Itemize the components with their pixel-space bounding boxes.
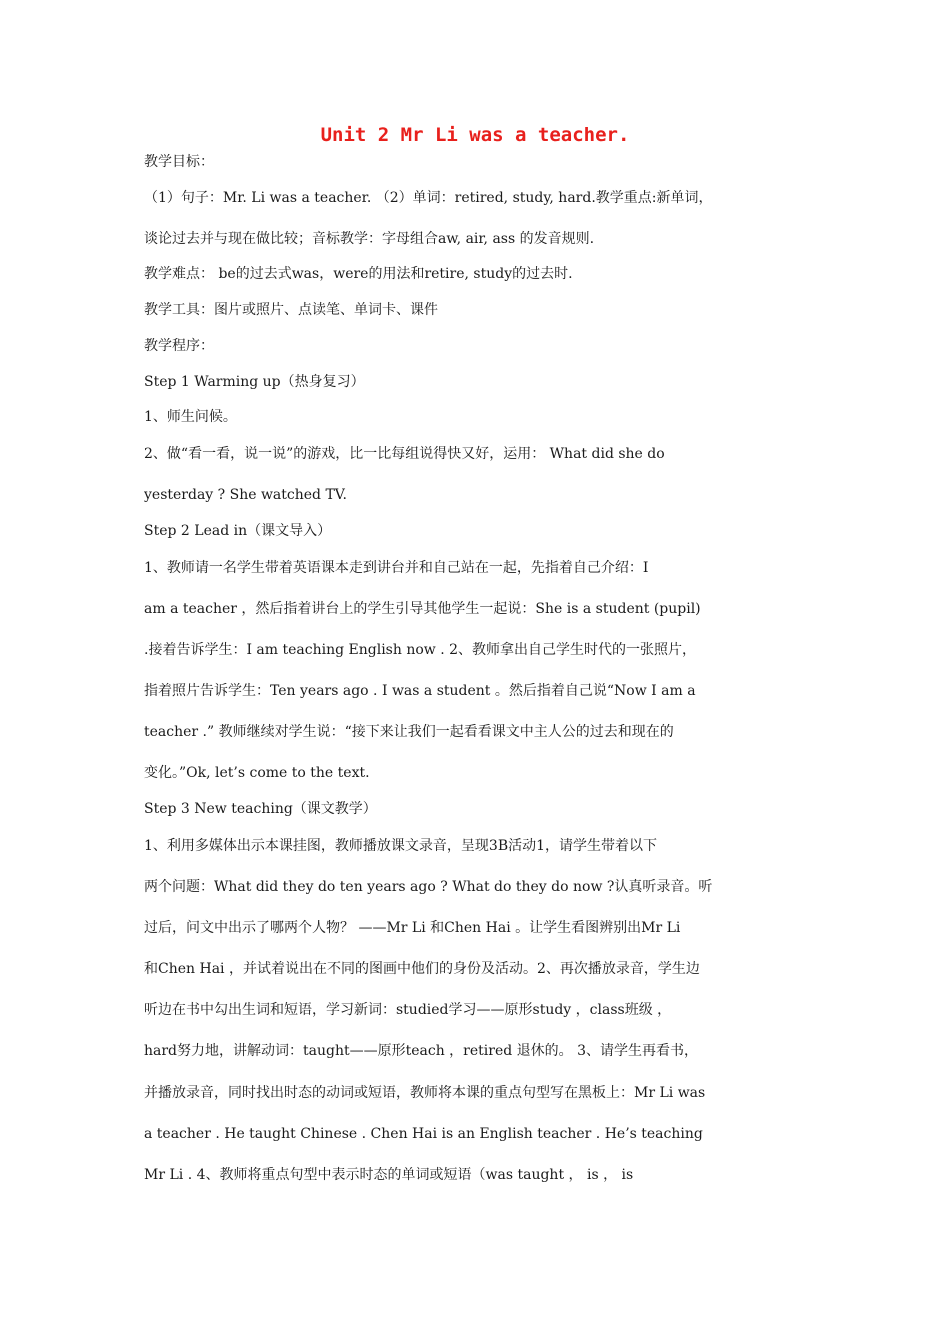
text-line: Mr Li . 4、教师将重点句型中表示时态的单词或短语（was taught ， is ， is	[144, 1167, 634, 1183]
document-title: Unit 2 Mr Li was a teacher.	[320, 124, 630, 146]
text-line: 听边在书中勾出生词和短语，学习新词：studied学习——原形study ，class班级 ，	[144, 1002, 672, 1018]
text-line: 指着照片告诉学生：Ten years ago . I was a student 。然后指着自己说“Now I am a	[144, 683, 696, 699]
text-line: 教学目标：	[144, 154, 214, 170]
text-line: 教学难点： be的过去式was，were的用法和retire, study的过去时.	[144, 266, 573, 282]
text-line: 过后，问文中出示了哪两个人物？ ——Mr Li 和Chen Hai 。让学生看图辨别出Mr Li	[144, 920, 681, 936]
text-line: （1）句子：Mr. Li was a teacher. （2）单词：retired, study, hard.教学重点:新单词，	[144, 190, 713, 206]
text-line: Step 1 Warming up（热身复习）	[144, 374, 365, 390]
text-line: 1、教师请一名学生带着英语课本走到讲台并和自己站在一起，先指着自己介绍：I	[144, 560, 649, 576]
text-line: Step 2 Lead in（课文导入）	[144, 523, 332, 539]
text-line: yesterday ? She watched TV.	[144, 487, 347, 503]
text-line: 变化。”Ok, let’s come to the text.	[144, 765, 370, 781]
text-line: 并播放录音，同时找出时态的动词或短语，教师将本课的重点句型写在黑板上：Mr Li was	[144, 1085, 706, 1101]
text-line: am a teacher ，然后指着讲台上的学生引导其他学生一起说：She is a student (pupil)	[144, 601, 701, 617]
text-line: .接着告诉学生：I am teaching English now . 2、教师拿出自己学生时代的一张照片，	[144, 642, 697, 658]
text-line: 2、做“看一看，说一说”的游戏，比一比每组说得快又好，运用： What did she do	[144, 446, 665, 462]
text-line: 两个问题：What did they do ten years ago ? What do they do now ?认真听录音。听	[144, 879, 713, 895]
text-line: teacher .” 教师继续对学生说：“接下来让我们一起看看课文中主人公的过去和现在的	[144, 724, 674, 740]
text-line: hard努力地，讲解动词：taught——原形teach ，retired 退休的。 3、请学生再看书，	[144, 1043, 699, 1059]
text-line: 和Chen Hai ，并试着说出在不同的图画中他们的身份及活动。2、再次播放录音，学生边	[144, 961, 700, 977]
text-line: a teacher . He taught Chinese . Chen Hai is an English teacher . He’s teaching	[144, 1126, 703, 1142]
text-line: Step 3 New teaching（课文教学）	[144, 801, 377, 817]
text-line: 谈论过去并与现在做比较；音标教学：字母组合aw, air, ass 的发音规则.	[144, 231, 595, 247]
text-line: 1、利用多媒体出示本课挂图，教师播放课文录音，呈现3B活动1，请学生带着以下	[144, 838, 658, 854]
text-line: 1、师生问候。	[144, 409, 237, 425]
text-line: 教学程序：	[144, 338, 214, 354]
text-line: 教学工具：图片或照片、点读笔、单词卡、课件	[144, 302, 438, 318]
